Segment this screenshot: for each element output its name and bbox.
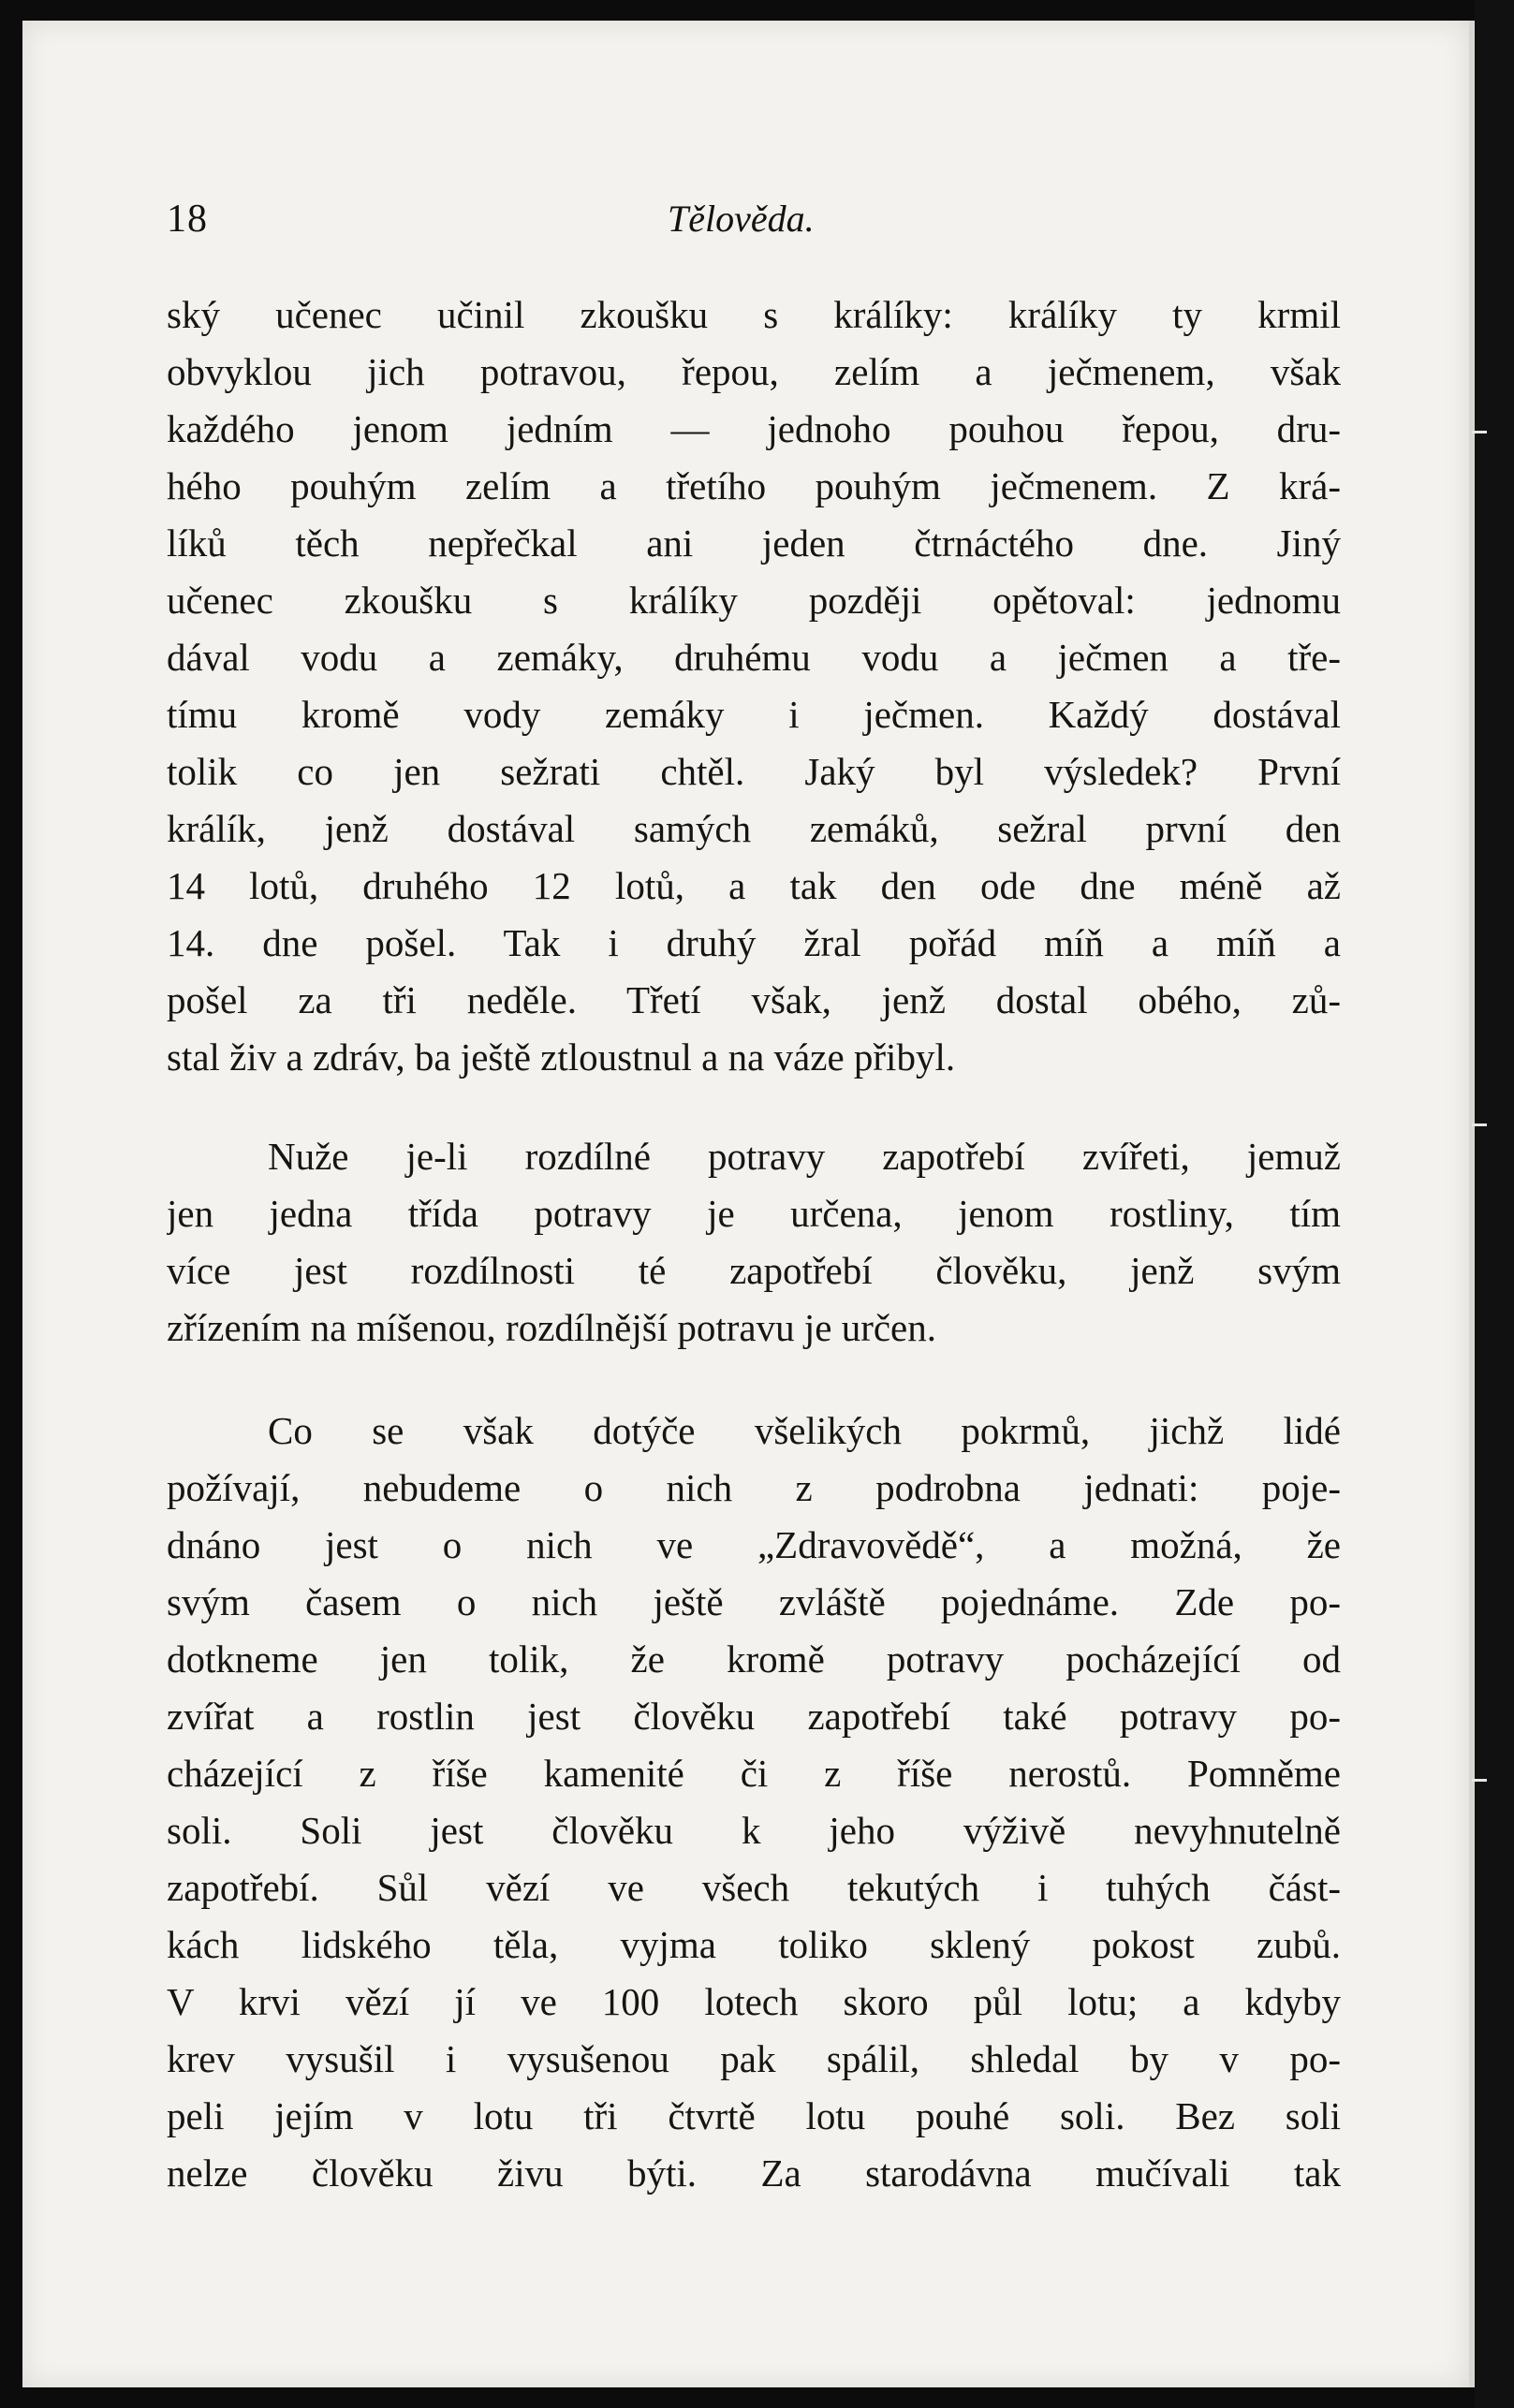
text-line: dotkneme jen tolik, že kromě potravy pocházející od <box>167 1637 1341 1681</box>
text-line: líků těch nepřečkal ani jeden čtrnáctého dne. Jiný <box>167 521 1341 565</box>
text-line: dnáno jest o nich ve „Zdravovědě“, a možná, že <box>167 1523 1341 1566</box>
text-line: nelze člověku živu býti. Za starodávna mučívali tak <box>167 2151 1341 2195</box>
paragraph-spacing <box>167 1086 1341 1128</box>
text-line: ský učenec učinil zkoušku s králíky: králíky ty krmil <box>167 293 1341 336</box>
text-line: V krvi vězí jí ve 100 lotech skoro půl lotu; a kdyby <box>167 1980 1341 2023</box>
text-line: Co se však dotýče všelikých pokrmů, jichž lidé <box>268 1409 1341 1452</box>
text-line: tímu kromě vody zemáky i ječmen. Každý dostával <box>167 693 1341 736</box>
text-line: peli jejím v lotu tři čtvrtě lotu pouhé soli. Bez soli <box>167 2094 1341 2137</box>
text-line: jen jedna třída potravy je určena, jenom rostliny, tím <box>167 1192 1341 1235</box>
margin-tick <box>1472 1123 1487 1126</box>
text-line: kách lidského těla, vyjma toliko sklený pokost zubů. <box>167 1923 1341 1966</box>
margin-tick <box>1472 431 1487 433</box>
text-line: stal živ a zdráv, ba ještě ztloustnul a na váze přibyl. <box>167 1035 956 1079</box>
margin-tick <box>1472 1779 1487 1782</box>
text-line: učenec zkoušku s králíky později opětoval: jednomu <box>167 579 1341 622</box>
body-text <box>167 286 1341 2202</box>
paragraph-spacing <box>167 1357 1341 1402</box>
text-line: hého pouhým zelím a třetího pouhým ječmenem. Z krá- <box>167 464 1341 507</box>
text-line: zapotřebí. Sůl vězí ve všech tekutých i tuhých část- <box>167 1866 1341 1909</box>
text-line: svým časem o nich ještě zvláště pojednáme. Zde po- <box>167 1580 1341 1623</box>
scan-border <box>1475 0 1514 2408</box>
running-title: Tělověda. <box>668 198 815 240</box>
text-line: 14 lotů, druhého 12 lotů, a tak den ode dne méně až <box>167 864 1341 907</box>
text-line: soli. Soli jest člověku k jeho výživě nevyhnutelně <box>167 1809 1341 1852</box>
paragraph-3 <box>167 1402 1341 2202</box>
text-line: tolik co jen sežrati chtěl. Jaký byl výsledek? První <box>167 750 1341 793</box>
text-line: zvířat a rostlin jest člověku zapotřebí také potravy po- <box>167 1695 1341 1738</box>
text-line: každého jenom jedním — jednoho pouhou řepou, dru- <box>167 407 1341 450</box>
text-line: cházející z říše kamenité či z říše nerostů. Pomněme <box>167 1752 1341 1795</box>
text-line: Nuže je-li rozdílné potravy zapotřebí zvířeti, jemuž <box>268 1135 1341 1178</box>
paragraph-2 <box>167 1128 1341 1357</box>
text-line: králík, jenž dostával samých zemáků, sežral první den <box>167 807 1341 850</box>
text-line: požívají, nebudeme o nich z podrobna jednati: poje- <box>167 1466 1341 1509</box>
text-line: krev vysušil i vysušenou pak spálil, shledal by v po- <box>167 2037 1341 2080</box>
paragraph-1 <box>167 286 1341 1086</box>
page-number: 18 <box>167 198 208 241</box>
text-line: více jest rozdílnosti té zapotřebí člověku, jenž svým <box>167 1249 1341 1292</box>
page-header <box>167 197 1341 253</box>
text-line: obvyklou jich potravou, řepou, zelím a ječmenem, však <box>167 350 1341 393</box>
text-line: 14. dne pošel. Tak i druhý žral pořád míň a míň a <box>167 921 1341 964</box>
text-line: dával vodu a zemáky, druhému vodu a ječmen a tře- <box>167 636 1341 679</box>
text-line: zřízením na míšenou, rozdílnější potravu je určen. <box>167 1306 937 1349</box>
text-line: pošel za tři neděle. Třetí však, jenž dostal obého, zů- <box>167 978 1341 1021</box>
